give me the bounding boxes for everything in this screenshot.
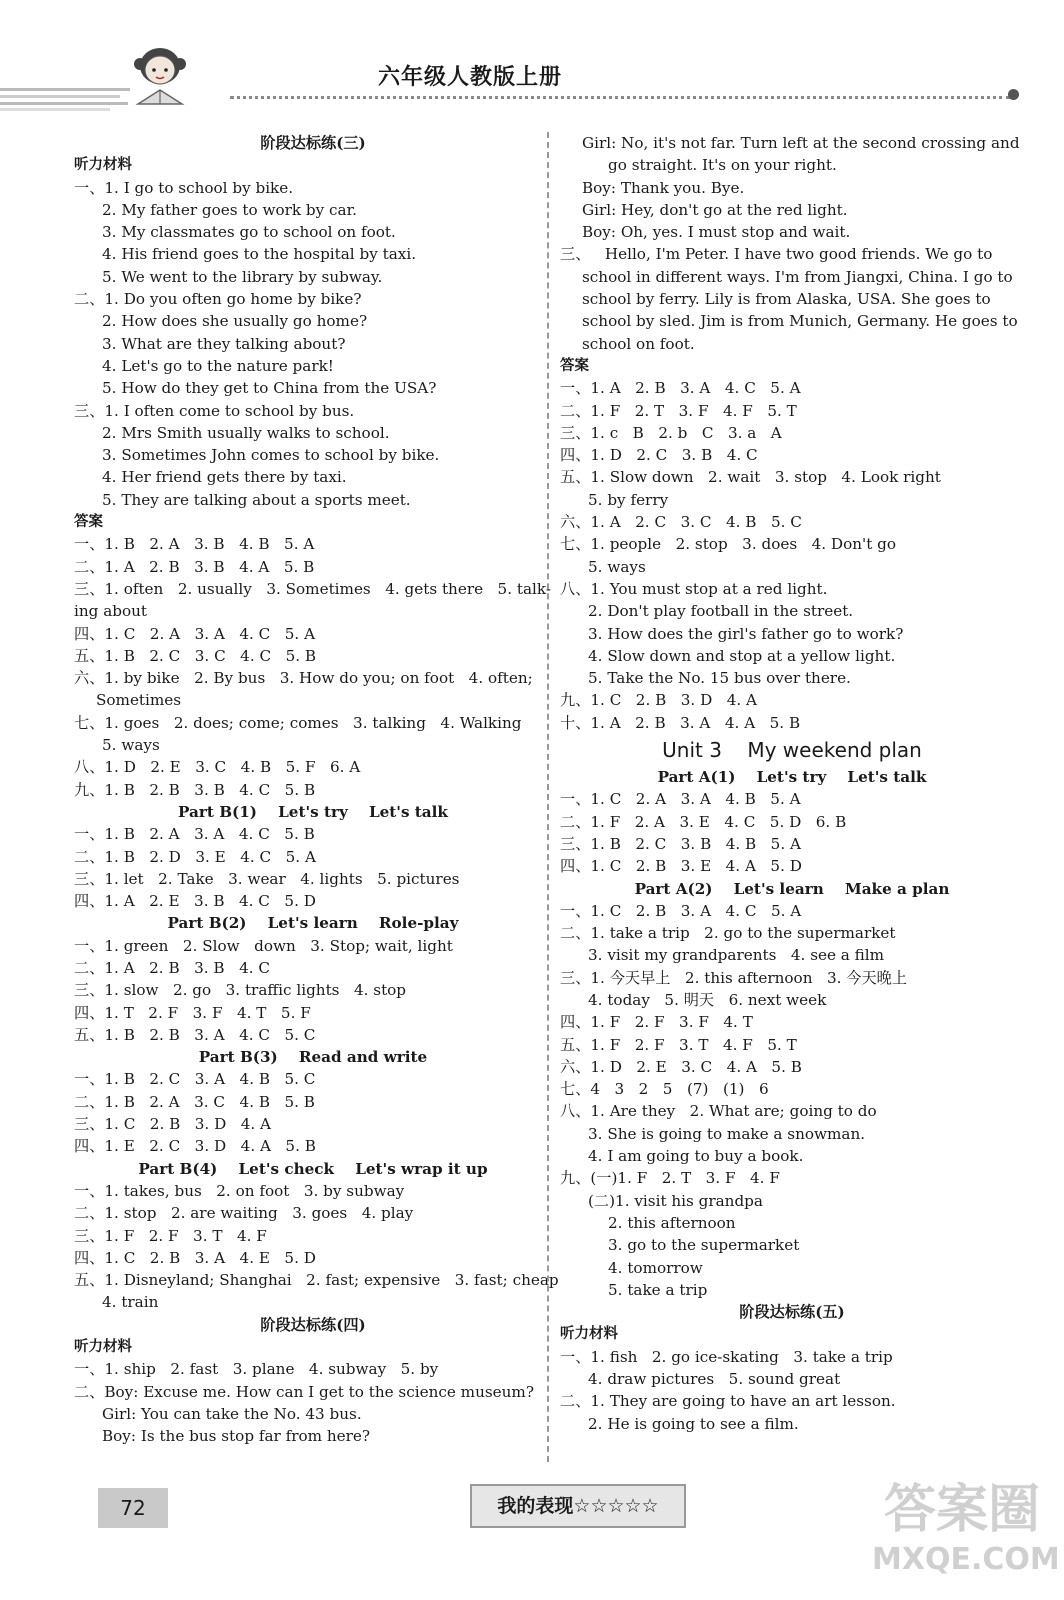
answer-line: 三、1. C 2. B 3. D 4. A (74, 1115, 272, 1134)
answer-line: 一、1. B 2. A 3. B 4. B 5. A (74, 535, 315, 554)
decorative-stripes (0, 86, 130, 112)
answer-line: 一、1. B 2. C 3. A 4. B 5. C (74, 1070, 316, 1089)
section-heading: 阶段达标练(四) (260, 1315, 366, 1334)
answer-line: 六、1. A 2. C 3. C 4. B 5. C (560, 513, 802, 532)
answer-line: Boy: Is the bus stop far from here? (102, 1427, 371, 1446)
answer-line: 八、1. Are they 2. What are; going to do (560, 1102, 877, 1121)
answer-line: 2. Mrs Smith usually walks to school. (102, 423, 390, 442)
section-heading: 阶段达标练(五) (739, 1303, 845, 1322)
answer-line: Girl: Hey, don't go at the red light. (582, 200, 848, 219)
answer-line: 八、1. D 2. E 3. C 4. B 5. F 6. A (74, 758, 361, 777)
section-heading: Part B(3) Read and write (198, 1048, 428, 1067)
girl-reading-icon (120, 40, 200, 110)
answer-line: 九、1. B 2. B 3. B 4. C 5. B (74, 780, 316, 799)
answer-line: 五、1. F 2. F 3. T 4. F 5. T (560, 1035, 797, 1054)
answer-line: 九、1. C 2. B 3. D 4. A (560, 691, 758, 710)
answer-line: 三、1. c B 2. b C 3. a A (560, 423, 782, 442)
header-dotted-rule (230, 96, 1010, 99)
answer-line: school on foot. (582, 334, 695, 353)
answer-line: 四、1. C 2. B 3. E 4. A 5. D (560, 857, 802, 876)
answer-line: 3. How does the girl's father go to work? (588, 624, 904, 643)
answer-line: 5. Take the No. 15 bus over there. (588, 669, 851, 688)
page-header (0, 0, 1064, 120)
answer-line: 十、1. A 2. B 3. A 4. A 5. B (560, 713, 801, 732)
answer-line: 5. ways (588, 557, 646, 576)
answer-line: Boy: Oh, yes. I must stop and wait. (582, 223, 851, 242)
answer-line: 六、1. D 2. E 3. C 4. A 5. B (560, 1057, 802, 1076)
answer-line: 三、1. F 2. F 3. T 4. F (74, 1226, 267, 1245)
answer-line: 一、1. takes, bus 2. on foot 3. by subway (74, 1181, 405, 1200)
answer-line: 三、1. slow 2. go 3. traffic lights 4. stop (74, 981, 407, 1000)
section-heading: Part B(2) Let's learn Role-play (167, 914, 459, 933)
answer-line: 2. this afternoon (608, 1213, 736, 1232)
answer-line: 3. My classmates go to school on foot. (102, 223, 396, 242)
page-number: 72 (98, 1488, 168, 1528)
answer-line: 四、1. C 2. A 3. A 4. C 5. A (74, 624, 316, 643)
answer-line: 四、1. C 2. B 3. A 4. E 5. D (74, 1248, 316, 1267)
answer-line: 四、1. A 2. E 3. B 4. C 5. D (74, 892, 316, 911)
answer-line: 五、1. Disneyland; Shanghai 2. fast; expensive 3. fast; cheap (74, 1271, 559, 1290)
answer-line: 4. draw pictures 5. sound great (588, 1370, 841, 1389)
right-column (560, 132, 1024, 1435)
answer-line: school by sled. Jim is from Munich, Germany. He goes to (582, 312, 1018, 331)
answer-line: 3. She is going to make a snowman. (588, 1124, 866, 1143)
watermark-url: MXQE.COM (872, 1542, 1060, 1577)
answer-line: 4. I am going to buy a book. (588, 1147, 804, 1166)
answer-line: 二、1. B 2. A 3. C 4. B 5. B (74, 1092, 315, 1111)
answer-line: 一、1. C 2. B 3. A 4. C 5. A (560, 901, 802, 920)
watermark (872, 1478, 1060, 1598)
answer-line: 二、1. F 2. A 3. E 4. C 5. D 6. B (560, 812, 847, 831)
answer-line: 4. His friend goes to the hospital by taxi. (102, 245, 417, 264)
answer-line: 二、1. stop 2. are waiting 3. goes 4. play (74, 1204, 414, 1223)
answer-line: 一、1. C 2. A 3. A 4. B 5. A (560, 790, 801, 809)
answer-line: Sometimes (96, 691, 182, 710)
answer-line: 三、 Hello, I'm Peter. I have two good friends. We go to (560, 245, 993, 264)
answer-line: 二、1. Do you often go home by bike? (74, 290, 362, 309)
section-heading: Part A(2) Let's learn Make a plan (634, 879, 950, 898)
answer-line: 3. visit my grandparents 4. see a film (588, 946, 885, 965)
answer-line: 六、1. by bike 2. By bus 3. How do you; on foot 4. often; (74, 669, 533, 688)
left-column (74, 132, 559, 1448)
answer-line: 3. go to the supermarket (608, 1236, 800, 1255)
answer-line: 5. They are talking about a sports meet. (102, 490, 411, 509)
answer-line: 五、1. B 2. B 3. A 4. C 5. C (74, 1025, 316, 1044)
answer-line: Girl: You can take the No. 43 bus. (102, 1404, 362, 1423)
answer-line: go straight. It's on your right. (608, 156, 837, 175)
answer-line: 二、1. take a trip 2. go to the supermarket (560, 924, 896, 943)
section-heading: Part A(1) Let's try Let's talk (657, 768, 927, 787)
subsection-label: 答案 (74, 514, 103, 531)
answer-line: 五、1. B 2. C 3. C 4. C 5. B (74, 646, 317, 665)
answer-line: 2. Don't play football in the street. (588, 602, 854, 621)
answer-line: 4. today 5. 明天 6. next week (588, 990, 827, 1009)
answer-line: 一、1. green 2. Slow down 3. Stop; wait, light (74, 936, 453, 955)
unit-title: Unit 3 My weekend plan (662, 738, 922, 763)
answer-line: 八、1. You must stop at a red light. (560, 579, 828, 598)
answer-line: 三、1. often 2. usually 3. Sometimes 4. gets there 5. talk- (74, 579, 551, 598)
answer-line: school by ferry. Lily is from Alaska, USA. She goes to (582, 290, 991, 309)
answer-line: school in different ways. I'm from Jiangxi, China. I go to (582, 267, 1013, 286)
answer-line: 七、1. goes 2. does; come; comes 3. talking 4. Walking (74, 713, 522, 732)
answer-line: 三、1. 今天早上 2. this afternoon 3. 今天晚上 (560, 968, 908, 987)
answer-line: 3. What are they talking about? (102, 334, 346, 353)
answer-line: 5. How do they get to China from the USA? (102, 379, 437, 398)
answer-line: 5. ways (102, 736, 160, 755)
answer-line: 5. by ferry (588, 490, 669, 509)
answer-line: 二、1. B 2. D 3. E 4. C 5. A (74, 847, 316, 866)
answer-line: 七、1. people 2. stop 3. does 4. Don't go (560, 535, 897, 554)
subsection-label: 听力材料 (560, 1326, 618, 1343)
subsection-label: 听力材料 (74, 1339, 132, 1356)
answer-line: 一、1. I go to school by bike. (74, 178, 294, 197)
answer-line: 四、1. T 2. F 3. F 4. T 5. F (74, 1003, 311, 1022)
answer-line: 四、1. E 2. C 3. D 4. A 5. B (74, 1137, 316, 1156)
answer-line: 3. Sometimes John comes to school by bike. (102, 446, 440, 465)
answer-line: 一、1. fish 2. go ice-skating 3. take a trip (560, 1347, 893, 1366)
answer-line: 4. Her friend gets there by taxi. (102, 468, 347, 487)
answer-line: 2. My father goes to work by car. (102, 200, 358, 219)
performance-badge: 我的表现☆☆☆☆☆ (470, 1484, 686, 1528)
answer-line: 二、1. F 2. T 3. F 4. F 5. T (560, 401, 797, 420)
answer-line: 五、1. Slow down 2. wait 3. stop 4. Look right (560, 468, 941, 487)
answer-line: 三、1. let 2. Take 3. wear 4. lights 5. pictures (74, 869, 460, 888)
answer-line: ing about (74, 602, 147, 621)
subsection-label: 听力材料 (74, 157, 132, 174)
answer-line: 4. train (102, 1293, 159, 1312)
answer-line: 九、(一)1. F 2. T 3. F 4. F (560, 1169, 780, 1188)
answer-line: 四、1. D 2. C 3. B 4. C (560, 446, 758, 465)
section-heading: Part B(1) Let's try Let's talk (178, 802, 448, 821)
subsection-label: 答案 (560, 357, 589, 374)
section-heading: Part B(4) Let's check Let's wrap it up (138, 1159, 488, 1178)
answer-line: 5. take a trip (608, 1280, 708, 1299)
answer-line: 一、1. A 2. B 3. A 4. C 5. A (560, 379, 801, 398)
answer-line: 2. He is going to see a film. (588, 1414, 799, 1433)
answer-line: 4. tomorrow (608, 1258, 703, 1277)
answer-line: 4. Let's go to the nature park! (102, 356, 334, 375)
column-divider (547, 132, 549, 1462)
answer-line: 二、Boy: Excuse me. How can I get to the science museum? (74, 1382, 534, 1401)
answer-line: 2. How does she usually go home? (102, 312, 368, 331)
answer-line: 一、1. B 2. A 3. A 4. C 5. B (74, 825, 315, 844)
answer-line: 三、1. I often come to school by bus. (74, 401, 355, 420)
answer-line: 一、1. ship 2. fast 3. plane 4. subway 5. by (74, 1360, 439, 1379)
answer-line: 七、4 3 2 5 (7) (1) 6 (560, 1080, 769, 1099)
answer-line: 四、1. F 2. F 3. F 4. T (560, 1013, 753, 1032)
answer-line: 三、1. B 2. C 3. B 4. B 5. A (560, 834, 801, 853)
section-heading: 阶段达标练(三) (260, 134, 366, 152)
answer-line: 4. Slow down and stop at a yellow light. (588, 646, 896, 665)
header-rule-end-dot (1008, 89, 1019, 100)
answer-line: 5. We went to the library by subway. (102, 267, 383, 286)
answer-line: Girl: No, it's not far. Turn left at the second crossing and (582, 134, 1020, 152)
answer-line: 二、1. They are going to have an art lesson. (560, 1392, 896, 1411)
answer-line: 二、1. A 2. B 3. B 4. A 5. B (74, 557, 315, 576)
answer-line: Boy: Thank you. Bye. (582, 178, 745, 197)
answer-line: (二)1. visit his grandpa (588, 1191, 763, 1210)
page-title: 六年级人教版上册 (377, 65, 562, 90)
answer-line: 二、1. A 2. B 3. B 4. C (74, 958, 271, 977)
watermark-logo: 答案圈 (883, 1480, 1040, 1540)
